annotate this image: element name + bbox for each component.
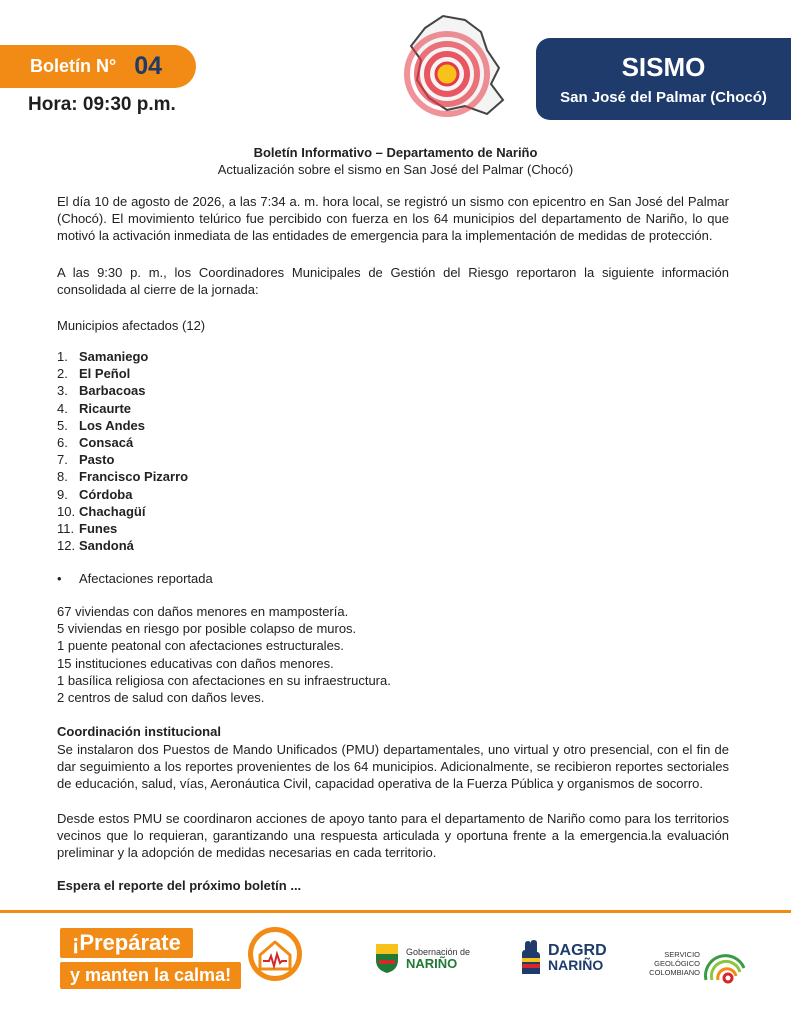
afectacion-item: 67 viviendas con daños menores en mampostería. [57, 604, 349, 619]
municipio-item [57, 434, 188, 451]
sgc-logo [640, 940, 750, 986]
dagrd-title: DAGRD [548, 942, 607, 959]
event-title: SISMO [621, 52, 706, 82]
municipio-name: Samaniego [79, 349, 149, 364]
municipio-name: Chachagüí [79, 503, 146, 519]
afectaciones-list [57, 603, 391, 706]
intro-paragraph: El día 10 de agosto de 2026, a las 7:34 a. m. hora local, se registró un sismo con epicentro en San José del Palmar (Chocó). El movimiento telúrico fue percibido con fuerza en los 64 municipios del departamento de Nariño, lo que motivó la activación inmediata de las entidades de emergencia para la implementación de medidas de protección. [57, 194, 729, 243]
municipio-number: 9. [57, 486, 68, 502]
municipio-number: 2. [57, 366, 68, 382]
dagrd-hand-icon [518, 940, 542, 976]
afectacion-item: 5 viviendas en riesgo por posible colapso de muros. [57, 621, 357, 637]
municipio-name: Los Andes [79, 417, 145, 433]
bulletin-label: Boletín N° [30, 56, 117, 76]
closing-text: Espera el reporte del próximo boletín ... [57, 878, 302, 893]
municipio-number: 7. [57, 452, 68, 468]
municipio-item [57, 520, 188, 537]
municipios-heading: Municipios afectados (12) [57, 318, 206, 333]
event-location: San José del Palmar (Chocó) [560, 89, 767, 106]
report-paragraph: A las 9:30 p. m., los Coordinadores Municipales de Gestión del Riesgo reportaron la siguiente información consolidada al cierre de la jornada: [57, 265, 729, 297]
municipio-item [57, 365, 188, 382]
document-subtitle: Actualización sobre el sismo en San José del Palmar (Chocó) [217, 162, 574, 177]
municipio-item [57, 486, 188, 503]
municipio-name: Córdoba [79, 486, 133, 502]
support-paragraph: Desde estos PMU se coordinaron acciones de apoyo tanto para el departamento de Nariño como para los territorios vecinos que lo requieran, garantizando una respuesta articulada y oportuna frente a la emergencia.la evaluación preliminar y la adopción de medidas necesarias en cada territorio. [57, 811, 729, 860]
afectacion-item: 1 puente peatonal con afectaciones estructurales. [57, 638, 344, 654]
municipio-number: 8. [57, 469, 68, 485]
municipio-name: Ricaurte [79, 400, 132, 416]
municipio-name: Pasto [79, 452, 115, 468]
afectacion-item: 1 basílica religiosa con afectaciones en su infraestructura. [57, 672, 391, 688]
bulletin-badge [0, 45, 196, 88]
afectaciones-bullet [57, 571, 213, 586]
house-seismograph-icon [246, 925, 304, 983]
document-title: Boletín Informativo – Departamento de Nariño [253, 145, 538, 160]
municipio-name: Consacá [79, 435, 134, 451]
dagrd-logo [518, 940, 607, 976]
municipio-number: 11. [57, 521, 75, 537]
afectacion-item: 2 centros de salud con daños leves. [57, 690, 265, 706]
municipio-item [57, 382, 188, 399]
bulletin-time: Hora: 09:30 p.m. [28, 94, 176, 115]
coordinacion-heading: Coordinación institucional [57, 724, 221, 739]
gobernacion-logo [374, 942, 470, 974]
municipio-name: El Peñol [79, 366, 131, 382]
gobernacion-shield-icon [374, 942, 400, 974]
afectaciones-heading: Afectaciones reportada [79, 571, 213, 586]
municipio-name: Francisco Pizarro [79, 469, 189, 485]
municipio-item [57, 400, 188, 417]
municipio-item [57, 417, 188, 434]
municipio-item [57, 451, 188, 468]
municipio-number: 1. [57, 349, 68, 364]
municipio-number: 10. [57, 503, 76, 519]
slogan-line2: y manten la calma! [60, 962, 241, 989]
coordinacion-paragraph: Se instalaron dos Puestos de Mando Unificados (PMU) departamentales, uno virtual y otro presencial, con el fin de dar seguimiento a los reportes provenientes de los 64 municipios. Adicionalmente, se recibieron reportes sectoriales de educación, salud, vías, Aeronáutica Civil, capacidad operativa de la Fuerza Pública y organismos de socorro. [57, 742, 729, 791]
municipios-list [57, 348, 188, 554]
event-box [536, 38, 791, 120]
municipio-item [57, 537, 188, 554]
gob-big-text: NARIÑO [406, 956, 458, 971]
sgc-spiral-icon [700, 940, 750, 986]
dagrd-subtitle: NARIÑO [548, 957, 604, 973]
afectacion-item: 15 instituciones educativas con daños menores. [57, 655, 334, 671]
slogan [60, 928, 241, 989]
sgc-text: SERVICIO GEOLÓGICO COLOMBIANO [649, 949, 700, 977]
municipio-number: 4. [57, 400, 68, 416]
municipio-number: 5. [57, 417, 68, 433]
bullet-icon: • [57, 571, 62, 586]
municipio-item [57, 503, 188, 520]
gob-small-text: Gobernación de [406, 947, 471, 957]
municipio-name: Sandoná [79, 538, 134, 554]
bulletin-number: 04 [134, 52, 163, 80]
slogan-line1: ¡Prepárate [60, 928, 193, 958]
municipio-item [57, 348, 188, 365]
municipio-number: 3. [57, 383, 68, 399]
seismic-map-icon [395, 10, 515, 122]
municipio-item [57, 468, 188, 485]
municipio-name: Funes [79, 521, 118, 537]
municipio-number: 12. [57, 538, 76, 554]
footer-divider [0, 910, 791, 913]
municipio-name: Barbacoas [79, 383, 146, 399]
municipio-number: 6. [57, 435, 68, 451]
